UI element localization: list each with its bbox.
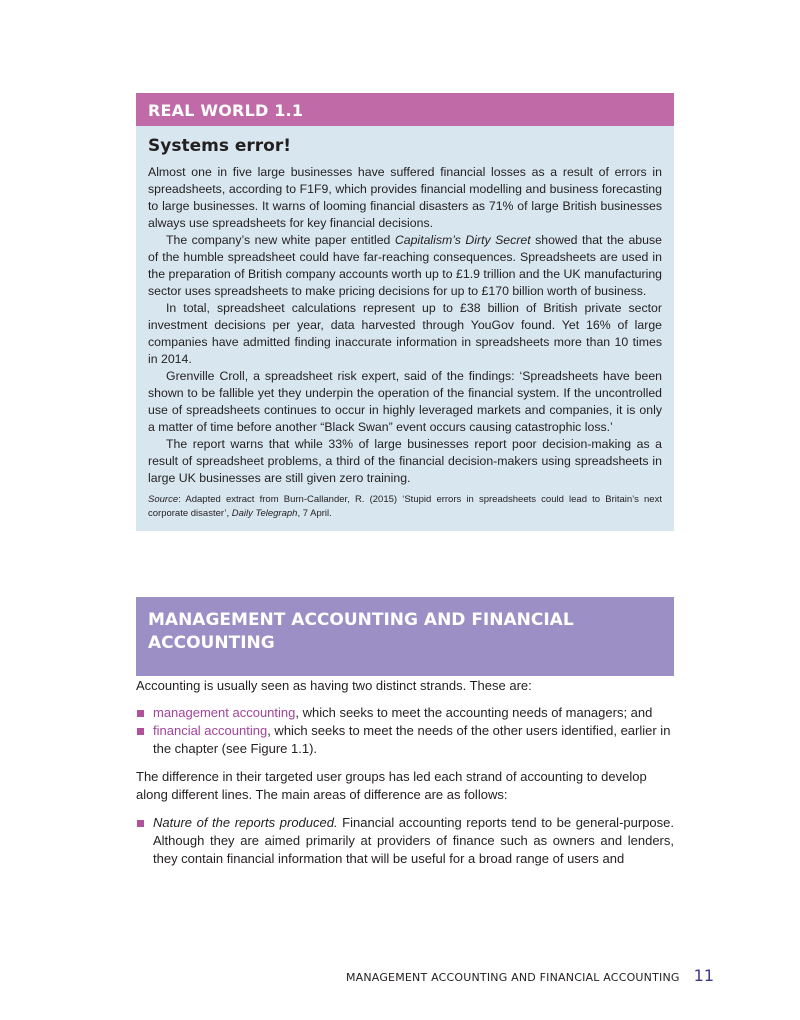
list-item bbox=[136, 704, 674, 722]
list-item bbox=[136, 814, 674, 868]
page-number: 11 bbox=[693, 966, 714, 985]
list-item bbox=[136, 722, 674, 758]
rw-source bbox=[148, 493, 662, 521]
strand-2-text: , which seeks to meet the needs of the other users identified, earlier in the chapter (see Figure 1.1). bbox=[153, 723, 671, 756]
bullet-square-icon bbox=[137, 820, 144, 827]
difference-paragraph: The difference in their targeted user groups has led each strand of accounting to develop along different lines. The main areas of difference are as follows: bbox=[136, 769, 647, 802]
main-content bbox=[136, 677, 674, 868]
difference-text: Financial accounting reports tend to be general-purpose. Although they are aimed primarily at providers of finance such as owners and lenders, they contain financial information that will be useful for a broad range of users and bbox=[153, 815, 674, 866]
differences-list bbox=[136, 814, 674, 868]
real-world-label: REAL WORLD 1.1 bbox=[136, 93, 674, 126]
rw-source-label: Source bbox=[148, 494, 179, 505]
term-management-accounting: management accounting bbox=[153, 705, 296, 720]
difference-label: Nature of the reports produced. bbox=[153, 815, 338, 830]
bullet-square-icon bbox=[137, 728, 144, 735]
section-heading-line-2: ACCOUNTING bbox=[148, 633, 275, 653]
rw-paragraph-1: Almost one in five large businesses have suffered financial losses as a result of errors in spreadsheets, according to F1F9, which provides financial modelling and business forecasting to large businesses. It warns of looming financial disasters as 71% of large British businesses always use spreadsheets for key financial decisions. bbox=[148, 165, 662, 230]
rw-source-text: : Adapted extract from Burn-Callander, R. (2015) ‘Stupid errors in spreadsheets could lead to Britain’s next corporate disaster’, bbox=[148, 494, 662, 519]
section-intro: Accounting is usually seen as having two distinct strands. These are: bbox=[136, 678, 532, 693]
real-world-title: Systems error! bbox=[148, 136, 291, 156]
rw-paragraph-3: In total, spreadsheet calculations represent up to £38 billion of British private sector investment decisions per year, data harvested through YouGov found. Yet 16% of large companies have admitted finding inaccurate information in spreadsheets more than 10 times in 2014. bbox=[148, 301, 662, 366]
real-world-body bbox=[136, 164, 674, 521]
rw-paragraph-5: The report warns that while 33% of large businesses report poor decision-making as a result of spreadsheet problems, a third of the financial decision-makers using spreadsheets in large UK businesses are still given zero training. bbox=[148, 437, 662, 485]
rw-paragraph-2-pre: The company’s new white paper entitled bbox=[166, 233, 395, 247]
rw-paragraph-2 bbox=[148, 232, 662, 300]
page-footer bbox=[346, 966, 714, 985]
term-financial-accounting: financial accounting bbox=[153, 723, 268, 738]
strands-list bbox=[136, 704, 674, 758]
section-heading bbox=[136, 597, 674, 676]
section-heading-line-1: MANAGEMENT ACCOUNTING AND FINANCIAL bbox=[148, 610, 574, 630]
rw-source-date: , 7 April. bbox=[297, 508, 332, 519]
rw-paragraph-2-post: showed that the abuse of the humble spreadsheet could have far-reaching consequences. Spreadsheets are used in the preparation of British company accounts worth up to £1.9 trillion and the UK manufacturing sector uses spreadsheets to make pricing decisions for up to £170 billion worth of business. bbox=[148, 233, 662, 298]
strand-1-text: , which seeks to meet the accounting needs of managers; and bbox=[295, 705, 653, 720]
running-title: MANAGEMENT ACCOUNTING AND FINANCIAL ACCOUNTING bbox=[345, 971, 680, 984]
rw-paragraph-4: Grenville Croll, a spreadsheet risk expert, said of the findings: ‘Spreadsheets have been shown to be fallible yet they underpin the operation of the financial system. If the uncontrolled use of spreadsheets continues to occur in highly leveraged markets and companies, it is only a matter of time before another “Black Swan” event occurs causing catastrophic loss.’ bbox=[148, 369, 662, 434]
rw-paper-title: Capitalism’s Dirty Secret bbox=[394, 233, 531, 247]
bullet-square-icon bbox=[137, 710, 144, 717]
rw-source-publication: Daily Telegraph bbox=[231, 508, 298, 519]
real-world-box bbox=[136, 93, 674, 531]
